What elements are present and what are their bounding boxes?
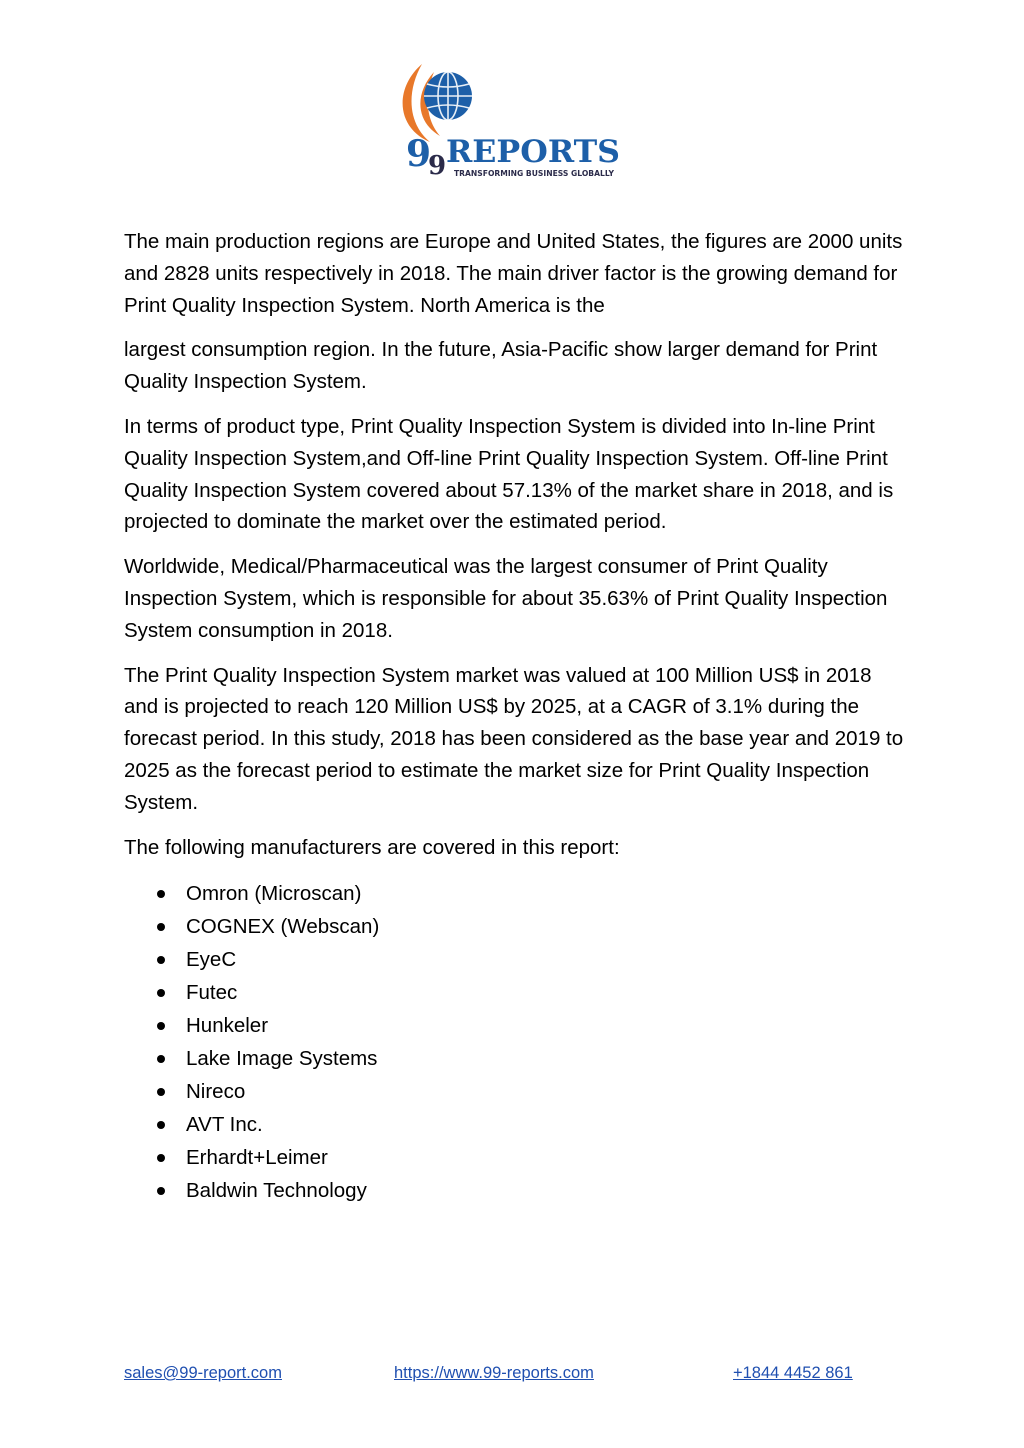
bullet-icon <box>157 956 165 964</box>
paragraph-production-regions: The main production regions are Europe and United States, the figures are 2000 units and 2828 units respectively in 2018. The main driver factor is the growing demand for Print Quality Inspection System. North America is the <box>124 230 903 317</box>
bullet-icon <box>157 989 165 997</box>
website-link[interactable]: https://www.99-reports.com <box>394 1364 594 1382</box>
bullet-icon <box>157 1154 165 1162</box>
list-item: Lake Image Systems <box>124 1042 904 1075</box>
svg-text:9: 9 <box>428 151 447 181</box>
list-item: Erhardt+Leimer <box>124 1141 904 1174</box>
phone-link[interactable]: +1844 4452 861 <box>733 1364 853 1382</box>
bullet-icon <box>157 890 165 898</box>
svg-text:REPORTS: REPORTS <box>446 134 620 170</box>
report-body <box>124 226 904 1207</box>
bullet-icon <box>157 923 165 931</box>
globe-logo-icon <box>400 58 624 184</box>
bullet-icon <box>157 1088 165 1096</box>
svg-text:9: 9 <box>406 133 432 175</box>
paragraph-application: Worldwide, Medical/Pharmaceutical was the largest consumer of Print Quality Inspection System, which is responsible for about 35.63% of Print Quality Inspection System consumption in 2018. <box>124 555 888 642</box>
list-item: Futec <box>124 976 904 1009</box>
list-item: COGNEX (Webscan) <box>124 910 904 943</box>
list-item: Nireco <box>124 1075 904 1108</box>
bullet-icon <box>157 1121 165 1129</box>
list-item: EyeC <box>124 943 904 976</box>
bullet-icon <box>157 1187 165 1195</box>
bullet-icon <box>157 1055 165 1063</box>
page-footer <box>0 1364 1024 1388</box>
brand-logo <box>400 58 624 184</box>
email-link[interactable]: sales@99-report.com <box>124 1364 282 1382</box>
paragraph-market-value: The Print Quality Inspection System market was valued at 100 Million US$ in 2018 and is projected to reach 120 Million US$ by 2025, at a CAGR of 3.1% during the forecast period. In this study, 2018 has been considered as the base year and 2019 to 2025 as the forecast period to estimate the market size for Print Quality Inspection System. <box>124 663 904 814</box>
list-item: Omron (Microscan) <box>124 877 904 910</box>
paragraph-product-type: In terms of product type, Print Quality Inspection System is divided into In-line Print Quality Inspection System,and Off-line Print Quality Inspection System. Off-line Print Quality Inspection System covered about 57.13% of the market share in 2018, and is projected to dominate the market over the estimated period. <box>124 414 894 534</box>
manufacturer-list <box>124 877 904 1207</box>
list-item: AVT Inc. <box>124 1108 904 1141</box>
list-item: Baldwin Technology <box>124 1174 904 1207</box>
paragraph-manufacturers-intro: The following manufacturers are covered in this report: <box>124 835 620 859</box>
paragraph-consumption-region: largest consumption region. In the future, Asia-Pacific show larger demand for Print Quality Inspection System. <box>124 338 878 394</box>
bullet-icon <box>157 1022 165 1030</box>
svg-text:TRANSFORMING BUSINESS GLOBALLY: TRANSFORMING BUSINESS GLOBALLY <box>454 169 615 178</box>
list-item: Hunkeler <box>124 1009 904 1042</box>
